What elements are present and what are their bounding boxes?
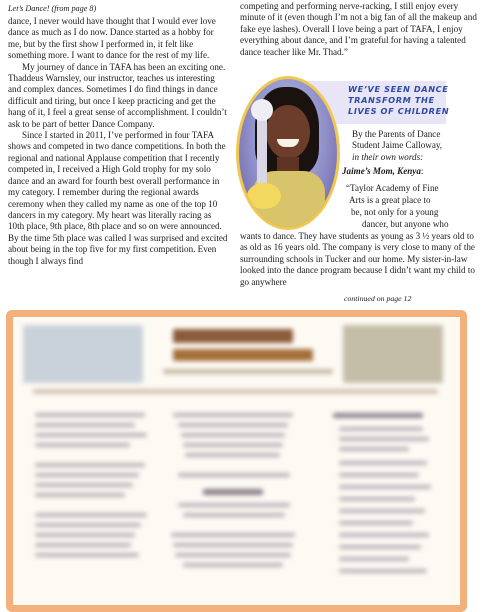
ad-line	[35, 523, 141, 527]
ad-divider	[33, 389, 438, 394]
quote-line-2: Arts is a great place to	[349, 195, 431, 205]
ad-line	[35, 413, 145, 417]
continuation-header: Let’s Dance! (from page 8)	[8, 4, 97, 13]
ad-photo-left	[23, 325, 143, 383]
by-parents-line-2: Student Jaime Calloway,	[352, 140, 443, 151]
ad-line	[339, 437, 429, 441]
ad-line	[339, 427, 423, 431]
paragraph-2: My journey of dance in TAFA has been an exciting one. Thaddeus Warnsley, our instructor, teaches us interesting and complex dances. Sometimes I do find things in dance difficult and tiring, but once I keep practicing and get the hang of it, I feel a great sense of accomplishment. I couldn’t ask to be part of better Dance Company.	[8, 61, 227, 129]
face	[266, 105, 310, 159]
mom-label-colon: :	[420, 166, 424, 176]
by-parents-line-1: By the Parents of Dance	[352, 129, 441, 139]
ad-line	[339, 485, 431, 489]
ad-line	[339, 521, 413, 525]
trophy-cup	[251, 99, 273, 121]
left-column	[8, 4, 228, 267]
ad-line	[183, 563, 283, 567]
ad-line	[333, 413, 423, 418]
right-bottom-paragraph: wants to dance. They have students as young as 3 ½ years old to as old as 16 years old. The company is very close to many of the surrounding schools in Tucker and our home. My sister-in-law looked into the dance program because I didn’t want my child to go anywhere	[240, 231, 475, 287]
ad-line	[203, 489, 263, 495]
ad-line	[35, 483, 133, 487]
ad-tagline	[163, 369, 333, 374]
ad-line	[35, 473, 139, 477]
ad-line	[339, 447, 409, 451]
ad-line	[35, 423, 135, 427]
ad-line	[35, 553, 139, 557]
mom-label-line	[342, 166, 423, 177]
ad-line	[35, 533, 135, 537]
continued-notice: continued on page 12	[344, 294, 412, 303]
banner-line-1: WE’VE SEEN DANCE	[348, 84, 449, 94]
ad-line	[185, 453, 280, 457]
ad-line	[339, 509, 425, 513]
ad-line	[181, 433, 285, 437]
ad-photo-right	[343, 325, 443, 383]
ad-subtitle	[173, 349, 313, 361]
ad-line	[183, 443, 283, 447]
ad-line	[339, 557, 409, 561]
ad-line	[173, 543, 293, 547]
ad-line	[183, 513, 285, 517]
ad-line	[339, 473, 419, 477]
ad-line	[171, 533, 295, 537]
ad-content	[13, 317, 460, 605]
paragraph-3: Since I started in 2011, I’ve performed in four TAFA shows and competed in two dance competitions. In both the regional and national Applause competition that I recently competed in, I received a High Gold trophy for my solo dance and an award for fourth best overall performance in my category. I remember during the regional awards ceremony when they called my name as one of the top 10 dancers in my category. My heart was literally racing as 10th place, 9th place, 8th place and so on were announced. By the time 5th place was called I was surprised and excited about being in the top five for my first competition. Even though I always find	[8, 130, 228, 266]
right-column-bottom	[240, 231, 479, 288]
paragraph-1: dance, I never would have thought that I would ever love dance as much as I do now. Dance started as a hobby for me, but by the first show I performed in, it felt like something more. I want to dance for the rest of my life.	[8, 16, 216, 61]
right-top-paragraph: competing and performing nerve-racking, I still enjoy every minute of it (even though I’m not a big fan of all the makeup and fake eye lashes). Overall I love being a part of TAFA, I enjoy everything about dance, and I’m grateful for having a talented dance teacher like Mr. Thad.”	[240, 1, 477, 57]
ad-line	[173, 413, 293, 417]
banner-line-3: LIVES OF CHILDREN	[348, 106, 450, 117]
dancer-portrait-photo	[236, 76, 340, 230]
ad-line	[35, 443, 130, 447]
trophy-stem	[257, 115, 267, 185]
by-parents-intro	[352, 129, 472, 163]
ad-line	[339, 497, 415, 501]
banner-heading	[348, 84, 468, 118]
ad-line	[178, 473, 290, 477]
ad-line	[35, 463, 145, 467]
ad-line	[339, 461, 427, 465]
quote-line-4: dancer, but anyone who	[362, 219, 449, 229]
ad-line	[339, 545, 421, 549]
ad-line	[35, 493, 125, 497]
ad-line	[35, 543, 131, 547]
quote-line-3: be, not only for a young	[351, 207, 439, 217]
by-parents-line-3: in their own words:	[352, 151, 424, 162]
right-column-top	[240, 1, 479, 58]
ad-line	[178, 503, 290, 507]
flower-bouquet	[247, 183, 281, 209]
ad-title	[173, 329, 293, 343]
ad-line	[35, 433, 147, 437]
ad-line	[35, 513, 147, 517]
mom-label: Jaime’s Mom, Kenya	[342, 166, 421, 176]
ad-line	[175, 553, 291, 557]
blurred-advertisement	[6, 310, 467, 612]
quote-line-1: “Taylor Academy of Fine	[346, 183, 439, 193]
ad-line	[339, 533, 429, 537]
ad-line	[339, 569, 427, 573]
ad-line	[178, 423, 288, 427]
banner-line-2: TRANSFORM THE	[348, 95, 435, 106]
